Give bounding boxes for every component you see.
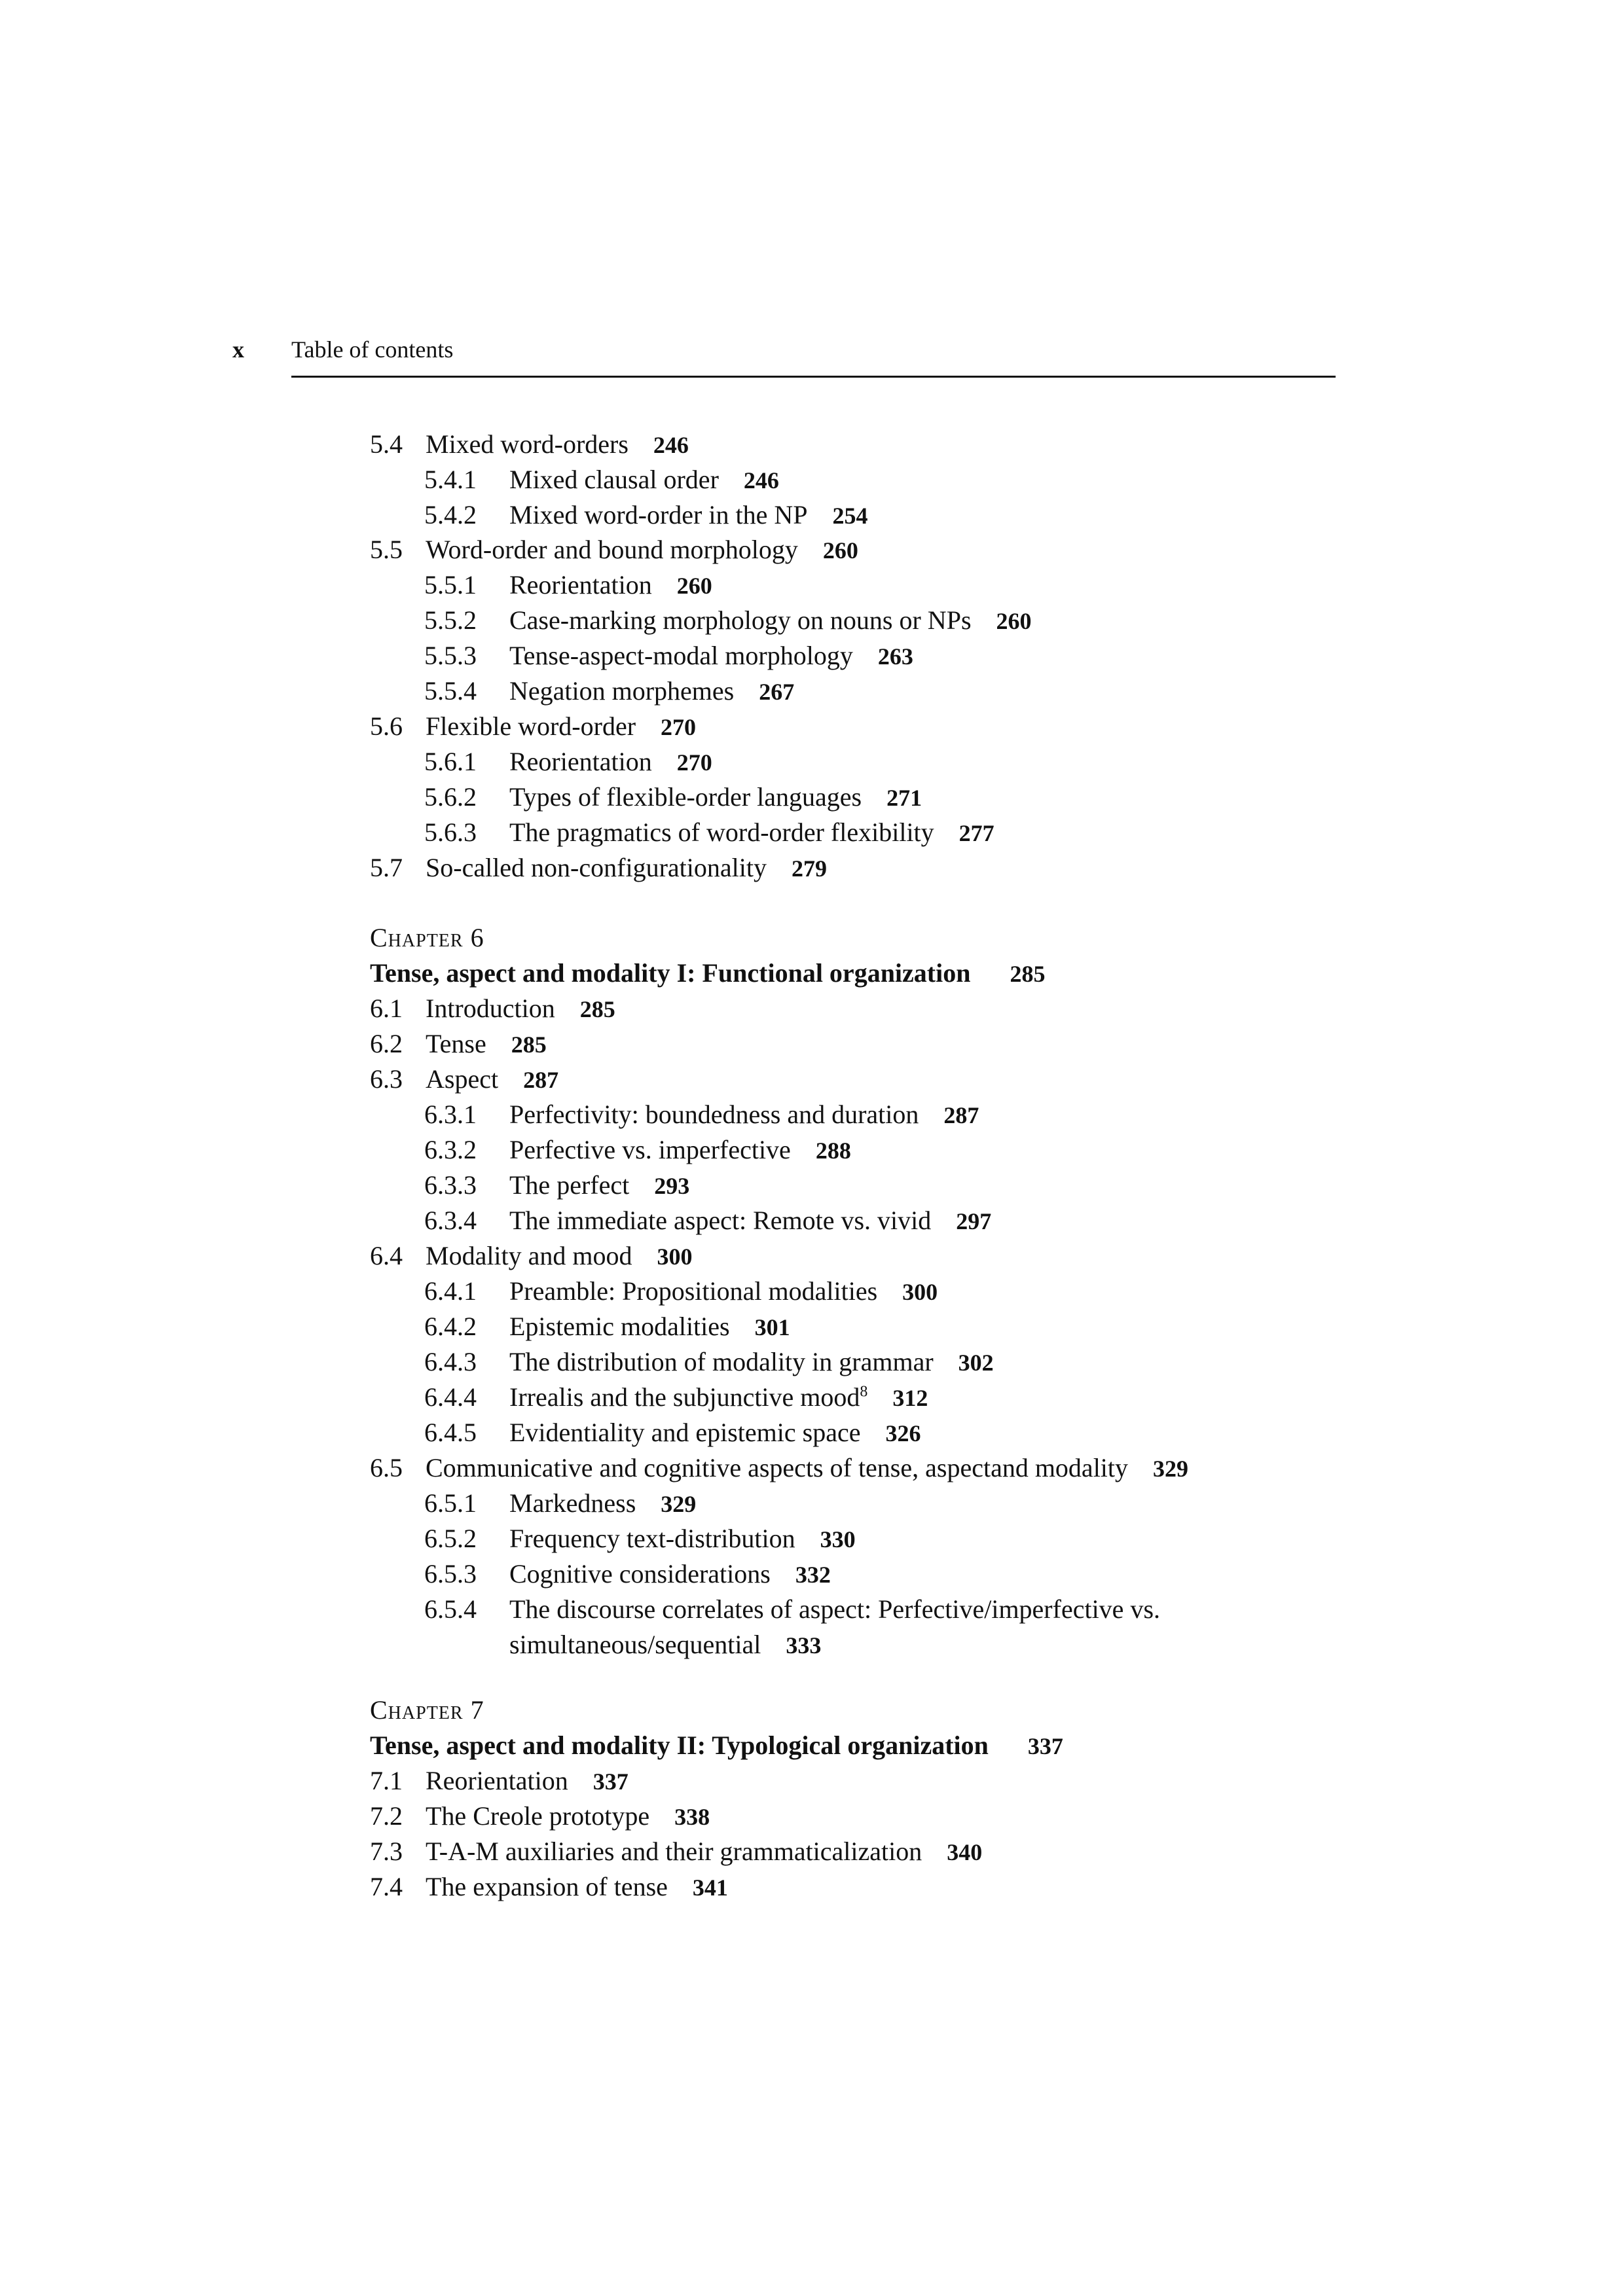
entry-title: Mixed clausal order 246 <box>509 465 779 494</box>
entry-number: 6.4.2 <box>424 1312 477 1341</box>
entry-number: 5.6.1 <box>424 747 477 776</box>
page-number: 329 <box>661 1491 697 1517</box>
page-number: 285 <box>579 996 615 1022</box>
entry-number: 6.3.2 <box>424 1135 477 1164</box>
entry-title: Flexible word-order 270 <box>426 711 697 741</box>
page-number: 301 <box>754 1314 790 1340</box>
page-number: 285 <box>511 1031 547 1058</box>
entry-title: The Creole prototype 338 <box>426 1801 710 1831</box>
page-number: 270 <box>676 749 712 776</box>
entry-title: Epistemic modalities 301 <box>509 1312 790 1341</box>
entry-number: 5.5.4 <box>424 676 477 706</box>
entry-number: 6.3 <box>370 1064 403 1094</box>
entry-number: 6.4.1 <box>424 1276 477 1306</box>
page-number: 246 <box>653 432 689 458</box>
entry-number: 6.4.4 <box>424 1382 477 1412</box>
entry-number: 6.5.4 <box>424 1594 477 1624</box>
entry-title: Mixed word-order in the NP 254 <box>509 500 868 529</box>
entry-title: Irrealis and the subjunctive mood$^8$ 312 <box>509 1382 928 1412</box>
entry-title: Tense-aspect-modal morphology 263 <box>509 641 913 670</box>
page-number: 337 <box>1027 1733 1063 1759</box>
page-number: 330 <box>820 1526 856 1552</box>
entry-title: Negation morphemes 267 <box>509 676 795 706</box>
page-number: 254 <box>832 503 868 529</box>
running-head: Table of contents <box>291 336 454 363</box>
entry-title: Cognitive considerations 332 <box>509 1559 831 1588</box>
page-number: 340 <box>947 1839 983 1865</box>
page-number: 263 <box>877 643 913 670</box>
page-number: 260 <box>822 537 858 564</box>
entry-number: 7.3 <box>370 1837 403 1866</box>
page-number: 293 <box>654 1173 690 1199</box>
page-number: 288 <box>815 1138 851 1164</box>
entry-title: Word-order and bound morphology 260 <box>426 535 858 564</box>
entry-number: 6.3.3 <box>424 1170 477 1200</box>
page-number: 333 <box>786 1632 822 1659</box>
entry-title: Introduction 285 <box>426 994 615 1023</box>
entry-title: Perfectivity: boundedness and duration 287 <box>509 1100 979 1129</box>
footnote-marker: 8 <box>860 1383 868 1401</box>
entry-number: 6.1 <box>370 994 403 1023</box>
entry-title: Communicative and cognitive aspects of tense, aspectand modality 329 <box>426 1453 1189 1482</box>
entry-number: 5.6.2 <box>424 782 477 812</box>
entry-title: Reorientation 260 <box>509 570 712 600</box>
entry-number: 5.4.1 <box>424 465 477 494</box>
page-number: 337 <box>593 1768 629 1795</box>
entry-number: 6.3.1 <box>424 1100 477 1129</box>
entry-title: Mixed word-orders 246 <box>426 429 689 459</box>
entry-number: 6.5 <box>370 1453 403 1482</box>
entry-number: 5.7 <box>370 853 403 882</box>
entry-number: 5.5.2 <box>424 605 477 635</box>
entry-title: Case-marking morphology on nouns or NPs 260 <box>509 605 1032 635</box>
entry-title: The pragmatics of word-order flexibility 277 <box>509 817 994 847</box>
page-number: 302 <box>958 1350 994 1376</box>
entry-number: 5.6 <box>370 711 403 741</box>
entry-number: 5.6.3 <box>424 817 477 847</box>
entry-number: 5.5.3 <box>424 641 477 670</box>
entry-number: 6.5.1 <box>424 1488 477 1518</box>
folio: x <box>232 336 244 363</box>
entry-title: The expansion of tense 341 <box>426 1872 728 1901</box>
entry-number: 6.5.2 <box>424 1524 477 1553</box>
entry-title: T-A-M auxiliaries and their grammaticalization 340 <box>426 1837 983 1866</box>
entry-title-continuation: simultaneous/sequential <box>509 1630 761 1659</box>
page-number: 338 <box>674 1804 710 1830</box>
header-rule <box>291 376 1336 378</box>
page-number: 271 <box>886 785 922 811</box>
entry-title: The discourse correlates of aspect: Perfective/imperfective vs. <box>509 1594 1161 1624</box>
entry-title: The distribution of modality in grammar 302 <box>509 1347 994 1376</box>
entry-title: Aspect 287 <box>426 1064 559 1094</box>
page-number: 297 <box>956 1208 992 1234</box>
entry-number: 7.2 <box>370 1801 403 1831</box>
chapter-7-label: Chapter 7 <box>370 1695 484 1725</box>
toc-entry-continuation <box>509 1627 821 1662</box>
page-number: 300 <box>902 1279 938 1305</box>
entry-title: Frequency text-distribution 330 <box>509 1524 856 1553</box>
entry-number: 6.4 <box>370 1241 403 1270</box>
page-number: 312 <box>892 1385 928 1411</box>
page-number: 246 <box>743 467 779 493</box>
page-number: 287 <box>943 1102 979 1128</box>
chapter-6-title: Tense, aspect and modality I: Functional organization 285 <box>370 958 1046 988</box>
entry-number: 6.4.3 <box>424 1347 477 1376</box>
entry-title: Perfective vs. imperfective 288 <box>509 1135 851 1164</box>
page-number: 260 <box>676 573 712 599</box>
entry-number: 6.4.5 <box>424 1418 477 1447</box>
entry-title: Modality and mood 300 <box>426 1241 693 1270</box>
entry-number: 7.1 <box>370 1766 403 1795</box>
entry-number: 5.5 <box>370 535 403 564</box>
entry-number: 5.4 <box>370 429 403 459</box>
entry-title: The immediate aspect: Remote vs. vivid 297 <box>509 1206 992 1235</box>
entry-number: 6.2 <box>370 1029 403 1058</box>
page-number: 270 <box>661 714 697 740</box>
entry-number: 6.3.4 <box>424 1206 477 1235</box>
entry-number: 5.4.2 <box>424 500 477 529</box>
entry-title: Types of flexible-order languages 271 <box>509 782 922 812</box>
entry-title: Reorientation 270 <box>509 747 712 776</box>
page-number: 285 <box>1010 961 1046 987</box>
page-header <box>232 335 1336 372</box>
entry-title: Reorientation 337 <box>426 1766 629 1795</box>
page-number: 326 <box>885 1420 921 1446</box>
entry-number: 7.4 <box>370 1872 403 1901</box>
entry-number: 6.5.3 <box>424 1559 477 1588</box>
entry-title: Markedness 329 <box>509 1488 697 1518</box>
page-number: 277 <box>958 820 994 846</box>
page-number: 332 <box>795 1562 831 1588</box>
entry-number: 5.5.1 <box>424 570 477 600</box>
entry-title: Evidentiality and epistemic space 326 <box>509 1418 921 1447</box>
entry-title: Preamble: Propositional modalities 300 <box>509 1276 938 1306</box>
page-number: 341 <box>692 1874 728 1901</box>
entry-title: The perfect 293 <box>509 1170 690 1200</box>
page-number: 287 <box>523 1067 559 1093</box>
page-number: 329 <box>1153 1456 1189 1482</box>
entry-title: So-called non-configurationality 279 <box>426 853 827 882</box>
page-number: 300 <box>657 1244 693 1270</box>
chapter-6-label: Chapter 6 <box>370 923 484 952</box>
page-number: 267 <box>759 679 795 705</box>
page-number: 260 <box>996 608 1032 634</box>
page-number: 279 <box>791 855 827 882</box>
chapter-7-title: Tense, aspect and modality II: Typological organization 337 <box>370 1731 1063 1760</box>
entry-title: Tense 285 <box>426 1029 547 1058</box>
